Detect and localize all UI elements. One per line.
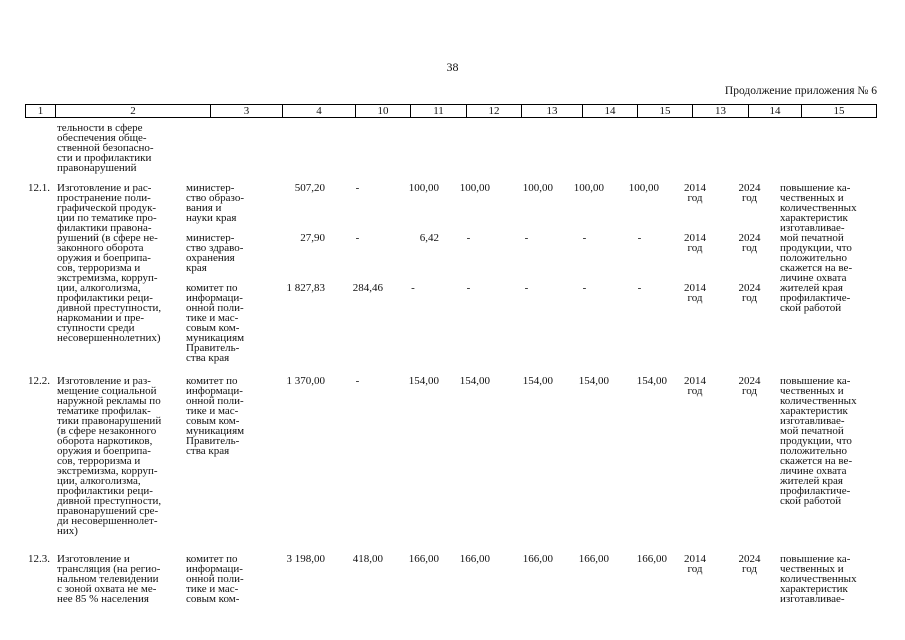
total-value: 27,90 bbox=[300, 232, 325, 244]
header-cell: 14 bbox=[748, 104, 801, 118]
value-14: - bbox=[582, 232, 587, 244]
header-cell: 15 bbox=[801, 104, 877, 118]
value-15: - bbox=[637, 232, 642, 244]
value-11: 154,00 bbox=[408, 375, 439, 387]
value-12: 154,00 bbox=[459, 375, 490, 387]
start-year: 2014 год bbox=[684, 375, 706, 397]
executor: комитет по информаци- онной поли- тике и мас- совым ком- муникациям Правитель- ства края bbox=[186, 282, 245, 364]
value-15: - bbox=[637, 282, 642, 294]
expected-result: повышение ка- чественных и количественных характеристик изготавливае- мой печатной продукции, что положительно скажется на ве- личине охвата жителей края профилактиче- ской работой bbox=[780, 182, 857, 314]
value-13: 166,00 bbox=[522, 553, 553, 565]
total-value: 3 198,00 bbox=[286, 553, 325, 565]
value-10: - bbox=[355, 182, 360, 194]
header-cell: 4 bbox=[282, 104, 355, 118]
executor: комитет по информаци- онной поли- тике и мас- совым ком- муникациям Правитель- ства края bbox=[186, 375, 245, 457]
page-number: 38 bbox=[446, 60, 459, 74]
value-13: 154,00 bbox=[522, 375, 553, 387]
continued-text: тельности в сфере обеспечения обще- ственной безопасно- сти и профилактики правонарушений bbox=[57, 122, 154, 174]
header-cell: 3 bbox=[210, 104, 282, 118]
header-cell: 15 bbox=[637, 104, 692, 118]
header-cell: 2 bbox=[55, 104, 210, 118]
value-10: - bbox=[355, 375, 360, 387]
start-year: 2014 год bbox=[684, 232, 706, 254]
continuation-note: Продолжение приложения № 6 bbox=[724, 85, 877, 97]
executor: министер- ство образо- вания и науки края bbox=[186, 182, 244, 224]
measure-name: Изготовление и трансляция (на регио- нальном телевидении с зоной охвата не ме- нее 85 % населения bbox=[57, 553, 161, 605]
header-cell: 13 bbox=[521, 104, 582, 118]
expected-result: повышение ка- чественных и количественных характеристик изготавливае- bbox=[780, 553, 857, 605]
value-15: 166,00 bbox=[636, 553, 667, 565]
start-year: 2014 год bbox=[684, 553, 706, 575]
value-10: 284,46 bbox=[352, 282, 383, 294]
start-year: 2014 год bbox=[684, 282, 706, 304]
total-value: 1 370,00 bbox=[286, 375, 325, 387]
value-13: 100,00 bbox=[522, 182, 553, 194]
value-12: 100,00 bbox=[459, 182, 490, 194]
executor: министер- ство здраво- охранения края bbox=[186, 232, 244, 274]
value-11: 6,42 bbox=[419, 232, 439, 244]
value-11: 166,00 bbox=[408, 553, 439, 565]
value-14: 166,00 bbox=[578, 553, 609, 565]
header-cell: 11 bbox=[410, 104, 466, 118]
value-11: 100,00 bbox=[408, 182, 439, 194]
measure-name: Изготовление и рас- пространение поли- графической продук- ции по тематике про- филактики правона- рушений (в сфере не- законного оборота оружия и боеприпа- сов, терроризма и экстремизма, корруп- ции, алкоголизма, профилактики реци- дивной преступности, наркомании и пре- ступности среди несовершеннолетних) bbox=[57, 182, 162, 344]
value-12: - bbox=[466, 232, 471, 244]
value-15: 154,00 bbox=[636, 375, 667, 387]
value-10: 418,00 bbox=[352, 553, 383, 565]
value-12: - bbox=[466, 282, 471, 294]
value-11: - bbox=[411, 282, 415, 294]
header-cell: 10 bbox=[355, 104, 410, 118]
start-year: 2014 год bbox=[684, 182, 706, 204]
value-14: 154,00 bbox=[578, 375, 609, 387]
end-year: 2024 год bbox=[738, 282, 761, 304]
header-cell: 14 bbox=[582, 104, 637, 118]
value-13: - bbox=[524, 282, 529, 294]
end-year: 2024 год bbox=[738, 232, 761, 254]
measure-name: Изготовление и раз- мещение социальной наружной рекламы по тематике профилак- тики правонарушений (в сфере незаконного оборота наркотиков, оружия и боеприпа- сов, терроризма и экстремизма, корруп- ции, алкоголизма, профилактики реци- дивной преступности, правонарушений сре- ди несовершеннолет- них) bbox=[57, 375, 162, 537]
end-year: 2024 год bbox=[738, 182, 761, 204]
value-15: 100,00 bbox=[628, 182, 659, 194]
row-number: 12.1. bbox=[28, 182, 50, 194]
row-number: 12.2. bbox=[28, 375, 50, 387]
header-cell: 12 bbox=[466, 104, 521, 118]
expected-result: повышение ка- чественных и количественных характеристик изготавливае- мой печатной продукции, что положительно скажется на ве- личине охвата жителей края профилактиче- ской работой bbox=[780, 375, 857, 507]
total-value: 507,20 bbox=[294, 182, 325, 194]
header-cell: 1 bbox=[25, 104, 55, 118]
value-10: - bbox=[355, 232, 360, 244]
total-value: 1 827,83 bbox=[286, 282, 325, 294]
end-year: 2024 год bbox=[738, 553, 761, 575]
row-number: 12.3. bbox=[28, 553, 50, 565]
end-year: 2024 год bbox=[738, 375, 761, 397]
value-13: - bbox=[524, 232, 529, 244]
table-header bbox=[25, 104, 877, 118]
value-12: 166,00 bbox=[459, 553, 490, 565]
executor: комитет по информаци- онной поли- тике и мас- совым ком- bbox=[186, 553, 244, 605]
value-14: 100,00 bbox=[573, 182, 604, 194]
value-14: - bbox=[582, 282, 587, 294]
header-cell: 13 bbox=[692, 104, 748, 118]
